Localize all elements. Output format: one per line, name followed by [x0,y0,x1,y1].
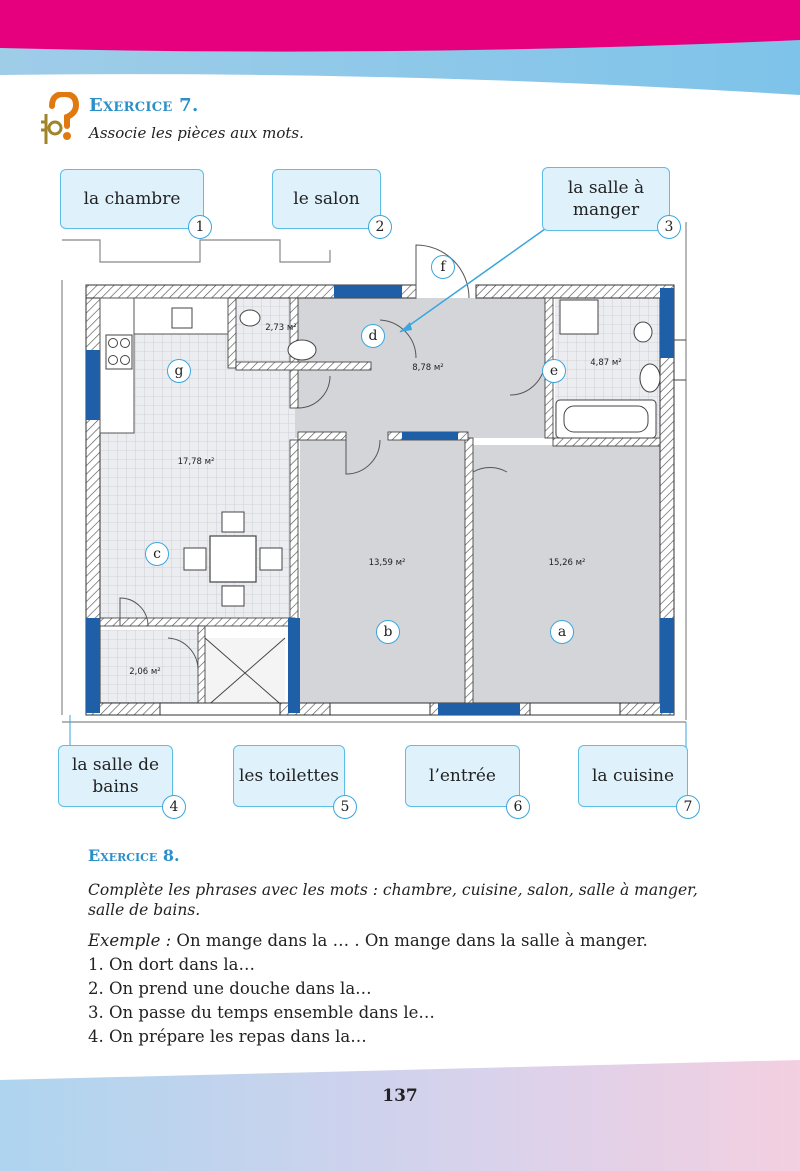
example-label: Exemple : [88,931,172,950]
page-number: 137 [382,1086,418,1106]
label-la-cuisine[interactable]: la cuisine [578,745,688,807]
room-marker-c: c [145,542,169,566]
label-number-3: 3 [657,215,681,239]
exercise-7-title: Exercice 7. [89,95,199,116]
area-wc: 2,73 м² [265,323,297,333]
example-text: On mange dans la … . On mange dans la salle à manger. [171,931,648,950]
label-l-entree[interactable]: l’entrée [405,745,520,807]
label-number-4: 4 [162,795,186,819]
bottom-banner [0,1060,800,1171]
exercise-item-1: 1. On dort dans la… [88,955,255,974]
area-bedroom-b: 13,59 м² [368,558,406,568]
area-bedroom-a: 15,26 м² [548,558,586,568]
label-number-1: 1 [188,215,212,239]
exercise-7-instruction: Associe les pièces aux mots. [89,124,304,142]
label-number-2: 2 [368,215,392,239]
exercise-item-4: 4. On prépare les repas dans la… [88,1027,367,1046]
area-kitchen: 17,78 м² [177,457,215,467]
exercise-item-2: 2. On prend une douche dans la… [88,979,372,998]
room-marker-a: a [550,620,574,644]
label-le-salon[interactable]: le salon [272,169,381,229]
example-line [88,930,648,952]
area-small-bath: 2,06 м² [129,667,161,677]
room-marker-e: e [542,359,566,383]
label-les-toilettes[interactable]: les toilettes [233,745,345,807]
room-marker-g: g [167,359,191,383]
area-bathroom: 4,87 м² [590,358,622,368]
label-la-salle-de-bains[interactable]: la salle de bains [58,745,173,807]
label-number-5: 5 [333,795,357,819]
label-la-salle-a-manger[interactable]: la salle à manger [542,167,670,231]
exercise-8-title: Exercice 8. [88,846,180,865]
area-entry: 8,78 м² [412,363,444,373]
room-marker-f: f [431,255,455,279]
room-marker-b: b [376,620,400,644]
label-number-7: 7 [676,795,700,819]
exercise-8-instruction: Complète les phrases avec les mots : chambre, cuisine, salon, salle à manger, salle de bains. [88,881,698,919]
exercise-item-3: 3. On passe du temps ensemble dans le… [88,1003,435,1022]
room-marker-d: d [361,324,385,348]
label-la-chambre[interactable]: la chambre [60,169,204,229]
label-number-6: 6 [506,795,530,819]
